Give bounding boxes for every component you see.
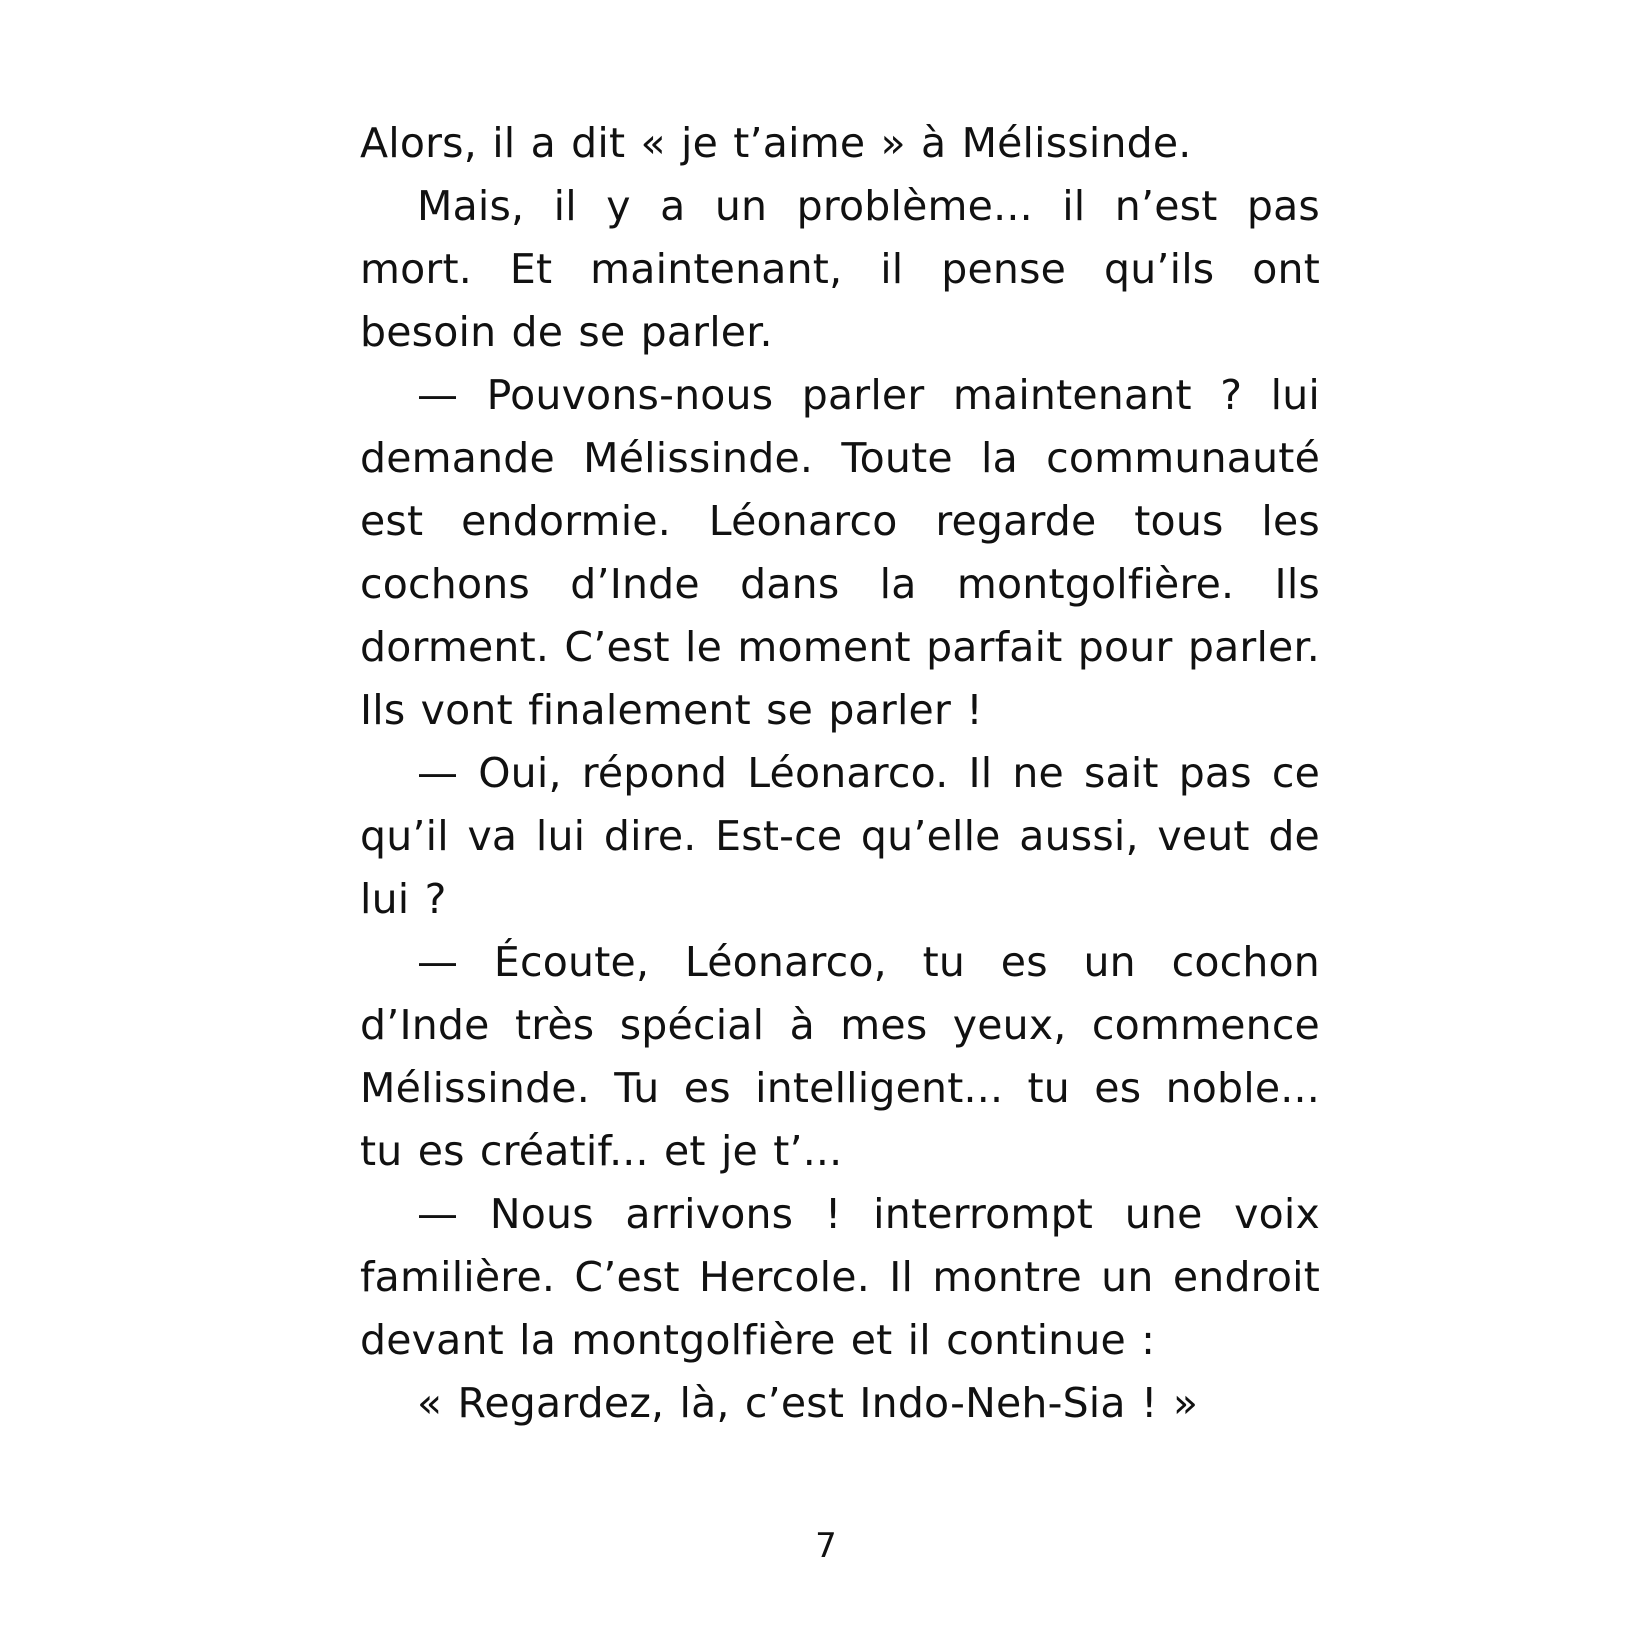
paragraph-4: — Oui, répond Léonarco. Il ne sait pas ce qu’il va lui dire. Est-ce qu’elle aussi, veut de lui ? [360,749,1320,923]
body-text [360,112,1320,1435]
paragraph-2: Mais, il y a un problème... il n’est pas mort. Et maintenant, il pense qu’ils ont besoin de se parler. [360,182,1320,356]
paragraph-1: Alors, il a dit « je t’aime » à Mélissinde. [360,119,1192,167]
paragraph-3: — Pouvons-nous parler maintenant ? lui demande Mélissinde. Toute la communauté est endormie. Léonarco regarde tous les cochons d’Inde dans la montgolfière. Ils dorment. C’est le moment parfait pour parler. Ils vont finalement se parler ! [360,371,1320,734]
paragraph-5: — Écoute, Léonarco, tu es un cochon d’Inde très spécial à mes yeux, commence Mélissinde. Tu es intelligent... tu es noble... tu es créatif... et je t’... [360,938,1320,1175]
page-number: 7 [815,1526,837,1566]
paragraph-7: « Regardez, là, c’est Indo-Neh-Sia ! » [417,1379,1199,1427]
paragraph-6: — Nous arrivons ! interrompt une voix familière. C’est Hercole. Il montre un endroit devant la montgolfière et il continue : [360,1190,1320,1364]
